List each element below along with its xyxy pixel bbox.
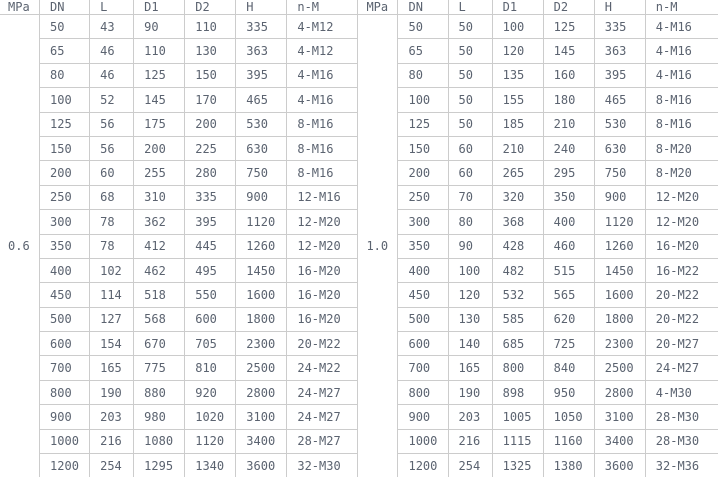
cell-h-left: 750 xyxy=(236,161,287,185)
cell-d2-left: 130 xyxy=(185,39,236,63)
cell-dn-right: 1200 xyxy=(398,454,448,477)
cell-dn-left: 600 xyxy=(40,332,90,356)
cell-d1-left: 125 xyxy=(134,64,185,88)
cell-d2-right: 1380 xyxy=(544,454,595,477)
cell-dn-right: 700 xyxy=(398,356,448,380)
cell-d2-left: 200 xyxy=(185,113,236,137)
cell-dn-right: 200 xyxy=(398,161,448,185)
cell-nm-right: 20-M22 xyxy=(646,283,718,307)
cell-nm-left: 12-M20 xyxy=(287,235,358,259)
header-mpa-right: MPa xyxy=(358,0,398,15)
cell-d2-right: 840 xyxy=(544,356,595,380)
cell-h-left: 1600 xyxy=(236,283,287,307)
cell-h-left: 3100 xyxy=(236,405,287,429)
cell-dn-left: 500 xyxy=(40,308,90,332)
cell-h-left: 1800 xyxy=(236,308,287,332)
header-l-left: L xyxy=(90,0,134,15)
cell-h-right: 1120 xyxy=(595,210,646,234)
cell-d1-left: 980 xyxy=(134,405,185,429)
cell-d2-left: 810 xyxy=(185,356,236,380)
header-dn-left: DN xyxy=(40,0,90,15)
cell-dn-right: 800 xyxy=(398,381,448,405)
mpa-value-right: 1.0 xyxy=(358,15,398,477)
cell-d1-right: 265 xyxy=(493,161,544,185)
cell-dn-left: 80 xyxy=(40,64,90,88)
cell-l-left: 56 xyxy=(90,113,134,137)
cell-h-right: 530 xyxy=(595,113,646,137)
cell-nm-left: 16-M20 xyxy=(287,308,358,332)
cell-l-right: 60 xyxy=(449,137,493,161)
cell-d2-left: 170 xyxy=(185,88,236,112)
cell-l-right: 50 xyxy=(449,39,493,63)
cell-h-right: 335 xyxy=(595,15,646,39)
cell-d1-right: 1005 xyxy=(493,405,544,429)
cell-dn-right: 1000 xyxy=(398,430,448,454)
cell-d2-left: 1120 xyxy=(185,430,236,454)
cell-dn-left: 200 xyxy=(40,161,90,185)
cell-h-right: 395 xyxy=(595,64,646,88)
cell-l-left: 60 xyxy=(90,161,134,185)
cell-h-left: 3400 xyxy=(236,430,287,454)
header-d1-right: D1 xyxy=(493,0,544,15)
cell-h-right: 1800 xyxy=(595,308,646,332)
cell-dn-left: 800 xyxy=(40,381,90,405)
cell-d1-right: 685 xyxy=(493,332,544,356)
cell-nm-left: 12-M20 xyxy=(287,210,358,234)
cell-nm-right: 4-M16 xyxy=(646,64,718,88)
cell-d2-right: 1050 xyxy=(544,405,595,429)
cell-d2-right: 1160 xyxy=(544,430,595,454)
cell-d2-right: 515 xyxy=(544,259,595,283)
cell-h-left: 2800 xyxy=(236,381,287,405)
cell-dn-right: 500 xyxy=(398,308,448,332)
cell-d2-left: 705 xyxy=(185,332,236,356)
cell-dn-left: 1000 xyxy=(40,430,90,454)
cell-nm-right: 20-M22 xyxy=(646,308,718,332)
cell-nm-left: 4-M12 xyxy=(287,15,358,39)
cell-nm-right: 4-M16 xyxy=(646,39,718,63)
cell-l-left: 102 xyxy=(90,259,134,283)
cell-dn-right: 80 xyxy=(398,64,448,88)
cell-l-right: 60 xyxy=(449,161,493,185)
cell-h-left: 3600 xyxy=(236,454,287,477)
cell-nm-left: 12-M16 xyxy=(287,186,358,210)
cell-d2-right: 180 xyxy=(544,88,595,112)
cell-nm-right: 8-M16 xyxy=(646,88,718,112)
cell-d2-left: 225 xyxy=(185,137,236,161)
header-h-left: H xyxy=(236,0,287,15)
cell-l-left: 154 xyxy=(90,332,134,356)
cell-h-left: 395 xyxy=(236,64,287,88)
cell-l-left: 114 xyxy=(90,283,134,307)
cell-l-left: 56 xyxy=(90,137,134,161)
cell-l-left: 52 xyxy=(90,88,134,112)
cell-d1-left: 1080 xyxy=(134,430,185,454)
cell-d2-left: 1340 xyxy=(185,454,236,477)
cell-d1-right: 155 xyxy=(493,88,544,112)
cell-d1-right: 1115 xyxy=(493,430,544,454)
cell-l-right: 216 xyxy=(449,430,493,454)
header-mpa-left: MPa xyxy=(0,0,40,15)
cell-d2-right: 620 xyxy=(544,308,595,332)
cell-d2-right: 210 xyxy=(544,113,595,137)
cell-nm-left: 8-M16 xyxy=(287,161,358,185)
cell-l-right: 120 xyxy=(449,283,493,307)
cell-nm-right: 4-M16 xyxy=(646,15,718,39)
cell-l-right: 130 xyxy=(449,308,493,332)
cell-d2-left: 110 xyxy=(185,15,236,39)
cell-h-right: 900 xyxy=(595,186,646,210)
cell-d1-left: 145 xyxy=(134,88,185,112)
cell-h-left: 465 xyxy=(236,88,287,112)
cell-nm-left: 24-M27 xyxy=(287,405,358,429)
cell-d1-right: 185 xyxy=(493,113,544,137)
cell-d2-right: 400 xyxy=(544,210,595,234)
cell-nm-right: 8-M20 xyxy=(646,161,718,185)
header-nm-left: n-M xyxy=(287,0,358,15)
cell-h-right: 3400 xyxy=(595,430,646,454)
cell-l-left: 78 xyxy=(90,235,134,259)
cell-l-left: 68 xyxy=(90,186,134,210)
cell-dn-left: 150 xyxy=(40,137,90,161)
cell-d1-right: 1325 xyxy=(493,454,544,477)
mpa-value-left: 0.6 xyxy=(0,15,40,477)
cell-h-left: 630 xyxy=(236,137,287,161)
cell-nm-left: 4-M12 xyxy=(287,39,358,63)
cell-l-right: 50 xyxy=(449,113,493,137)
cell-h-right: 2800 xyxy=(595,381,646,405)
cell-nm-left: 24-M27 xyxy=(287,381,358,405)
cell-nm-right: 32-M36 xyxy=(655,458,700,473)
cell-nm-left: 4-M16 xyxy=(287,64,358,88)
header-d2-right: D2 xyxy=(544,0,595,15)
cell-l-right: 140 xyxy=(449,332,493,356)
cell-nm-right: 24-M27 xyxy=(646,356,718,380)
cell-dn-right: 300 xyxy=(398,210,448,234)
cell-l-left: 203 xyxy=(90,405,134,429)
cell-d2-left: 395 xyxy=(185,210,236,234)
cell-d2-left: 495 xyxy=(185,259,236,283)
cell-d1-right: 428 xyxy=(493,235,544,259)
cell-nm-right: 12-M20 xyxy=(646,210,718,234)
cell-nm-right: 8-M20 xyxy=(646,137,718,161)
cell-nm-right: 28-M30 xyxy=(646,405,718,429)
cell-d1-left: 880 xyxy=(134,381,185,405)
cell-dn-left: 450 xyxy=(40,283,90,307)
cell-d2-left: 550 xyxy=(185,283,236,307)
cell-h-left: 1260 xyxy=(236,235,287,259)
cell-d1-left: 670 xyxy=(134,332,185,356)
header-d2-left: D2 xyxy=(185,0,236,15)
cell-dn-left: 900 xyxy=(40,405,90,429)
cell-nm-right: 16-M20 xyxy=(646,235,718,259)
cell-nm-right: 16-M22 xyxy=(646,259,718,283)
cell-d2-right: 725 xyxy=(544,332,595,356)
cell-h-right: 363 xyxy=(595,39,646,63)
cell-d1-left: 462 xyxy=(134,259,185,283)
cell-d2-left: 335 xyxy=(185,186,236,210)
cell-d1-right: 898 xyxy=(493,381,544,405)
cell-d1-right: 482 xyxy=(493,259,544,283)
cell-nm-right: 4-M30 xyxy=(646,381,718,405)
cell-h-left: 900 xyxy=(236,186,287,210)
cell-d2-left: 150 xyxy=(185,64,236,88)
cell-d2-right: 160 xyxy=(544,64,595,88)
cell-d1-left: 518 xyxy=(134,283,185,307)
cell-l-left: 46 xyxy=(90,39,134,63)
cell-l-right: 50 xyxy=(449,64,493,88)
cell-d2-right: 125 xyxy=(544,15,595,39)
cell-h-left: 1450 xyxy=(236,259,287,283)
cell-d1-right: 320 xyxy=(493,186,544,210)
cell-h-left: 2300 xyxy=(236,332,287,356)
cell-l-right: 254 xyxy=(449,454,493,477)
cell-h-left: 335 xyxy=(236,15,287,39)
cell-h-right: 750 xyxy=(595,161,646,185)
cell-h-right: 3600 xyxy=(595,454,646,477)
cell-h-right: 1600 xyxy=(595,283,646,307)
cell-h-right: 2500 xyxy=(595,356,646,380)
cell-l-left: 165 xyxy=(90,356,134,380)
cell-dn-right: 250 xyxy=(398,186,448,210)
cell-d2-right: 145 xyxy=(544,39,595,63)
table-row xyxy=(0,15,718,39)
cell-d1-right: 120 xyxy=(493,39,544,63)
cell-nm-right: 28-M30 xyxy=(646,430,718,454)
cell-l-left: 216 xyxy=(90,430,134,454)
cell-h-right: 3100 xyxy=(595,405,646,429)
cell-dn-right: 100 xyxy=(398,88,448,112)
header-d1-left: D1 xyxy=(134,0,185,15)
cell-nm-left: 16-M20 xyxy=(287,259,358,283)
cell-d1-left: 90 xyxy=(134,15,185,39)
cell-nm-right: 20-M27 xyxy=(646,332,718,356)
cell-d1-left: 255 xyxy=(134,161,185,185)
cell-d2-right: 950 xyxy=(544,381,595,405)
cell-d1-right: 585 xyxy=(493,308,544,332)
cell-d1-right: 800 xyxy=(493,356,544,380)
cell-dn-right: 65 xyxy=(398,39,448,63)
cell-dn-right: 400 xyxy=(398,259,448,283)
cell-l-right: 190 xyxy=(449,381,493,405)
cell-l-left: 127 xyxy=(90,308,134,332)
cell-l-left: 254 xyxy=(90,454,134,477)
cell-d1-left: 200 xyxy=(134,137,185,161)
cell-l-right: 100 xyxy=(449,259,493,283)
cell-dn-left: 100 xyxy=(40,88,90,112)
cell-l-right: 90 xyxy=(449,235,493,259)
cell-nm-left: 20-M22 xyxy=(287,332,358,356)
cell-h-left: 363 xyxy=(236,39,287,63)
cell-dn-left: 400 xyxy=(40,259,90,283)
cell-d1-left: 362 xyxy=(134,210,185,234)
cell-d2-left: 1020 xyxy=(185,405,236,429)
cell-nm-left: 8-M16 xyxy=(287,137,358,161)
cell-dn-left: 350 xyxy=(40,235,90,259)
cell-h-right: 1260 xyxy=(595,235,646,259)
cell-dn-right: 125 xyxy=(398,113,448,137)
cell-dn-right: 600 xyxy=(398,332,448,356)
cell-dn-right: 150 xyxy=(398,137,448,161)
header-h-right: H xyxy=(595,0,646,15)
cell-dn-right: 450 xyxy=(398,283,448,307)
cell-dn-left: 700 xyxy=(40,356,90,380)
cell-d1-left: 412 xyxy=(134,235,185,259)
cell-h-right: 465 xyxy=(595,88,646,112)
cell-d1-left: 775 xyxy=(134,356,185,380)
header-nm-right: n-M xyxy=(646,0,718,15)
cell-d2-right: 460 xyxy=(544,235,595,259)
cell-nm-left: 4-M16 xyxy=(287,88,358,112)
cell-d2-left: 445 xyxy=(185,235,236,259)
cell-nm-left: 8-M16 xyxy=(287,113,358,137)
cell-l-right: 70 xyxy=(449,186,493,210)
cell-d2-right: 350 xyxy=(544,186,595,210)
cell-d2-right: 565 xyxy=(544,283,595,307)
cell-dn-left: 1200 xyxy=(40,454,90,477)
cell-l-right: 50 xyxy=(449,15,493,39)
cell-l-left: 78 xyxy=(90,210,134,234)
cell-d2-right: 240 xyxy=(544,137,595,161)
cell-d2-left: 600 xyxy=(185,308,236,332)
cell-d1-left: 568 xyxy=(134,308,185,332)
cell-d1-right: 210 xyxy=(493,137,544,161)
cell-h-right: 630 xyxy=(595,137,646,161)
cell-h-left: 2500 xyxy=(236,356,287,380)
cell-d1-left: 175 xyxy=(134,113,185,137)
cell-dn-right: 900 xyxy=(398,405,448,429)
cell-dn-left: 50 xyxy=(40,15,90,39)
cell-dn-left: 300 xyxy=(40,210,90,234)
cell-l-right: 80 xyxy=(449,210,493,234)
cell-d1-left: 110 xyxy=(134,39,185,63)
cell-l-left: 46 xyxy=(90,64,134,88)
cell-nm-left: 28-M27 xyxy=(287,430,358,454)
cell-h-left: 1120 xyxy=(236,210,287,234)
cell-d1-right: 135 xyxy=(493,64,544,88)
cell-d2-left: 280 xyxy=(185,161,236,185)
header-l-right: L xyxy=(449,0,493,15)
cell-l-right: 203 xyxy=(449,405,493,429)
cell-l-left: 43 xyxy=(90,15,134,39)
cell-d2-right: 295 xyxy=(544,161,595,185)
cell-dn-left: 125 xyxy=(40,113,90,137)
cell-dn-right: 350 xyxy=(398,235,448,259)
cell-d1-left: 1295 xyxy=(134,454,185,477)
cell-l-left: 190 xyxy=(90,381,134,405)
cell-d2-left: 920 xyxy=(185,381,236,405)
cell-dn-right: 50 xyxy=(398,15,448,39)
cell-h-right: 1450 xyxy=(595,259,646,283)
cell-h-left: 530 xyxy=(236,113,287,137)
header-dn-right: DN xyxy=(398,0,448,15)
cell-d1-right: 100 xyxy=(493,15,544,39)
cell-d1-left: 310 xyxy=(134,186,185,210)
cell-nm-left: 16-M20 xyxy=(287,283,358,307)
cell-nm-right: 8-M16 xyxy=(646,113,718,137)
table-body xyxy=(0,15,718,477)
cell-d1-right: 532 xyxy=(493,283,544,307)
cell-dn-left: 65 xyxy=(40,39,90,63)
cell-d1-right: 368 xyxy=(493,210,544,234)
cell-nm-right: 12-M20 xyxy=(646,186,718,210)
header-row xyxy=(0,0,718,15)
cell-nm-left: 32-M30 xyxy=(287,454,358,477)
cell-l-right: 165 xyxy=(449,356,493,380)
cell-nm-left: 24-M22 xyxy=(287,356,358,380)
cell-h-right: 2300 xyxy=(595,332,646,356)
cell-dn-left: 250 xyxy=(40,186,90,210)
cell-l-right: 50 xyxy=(449,88,493,112)
